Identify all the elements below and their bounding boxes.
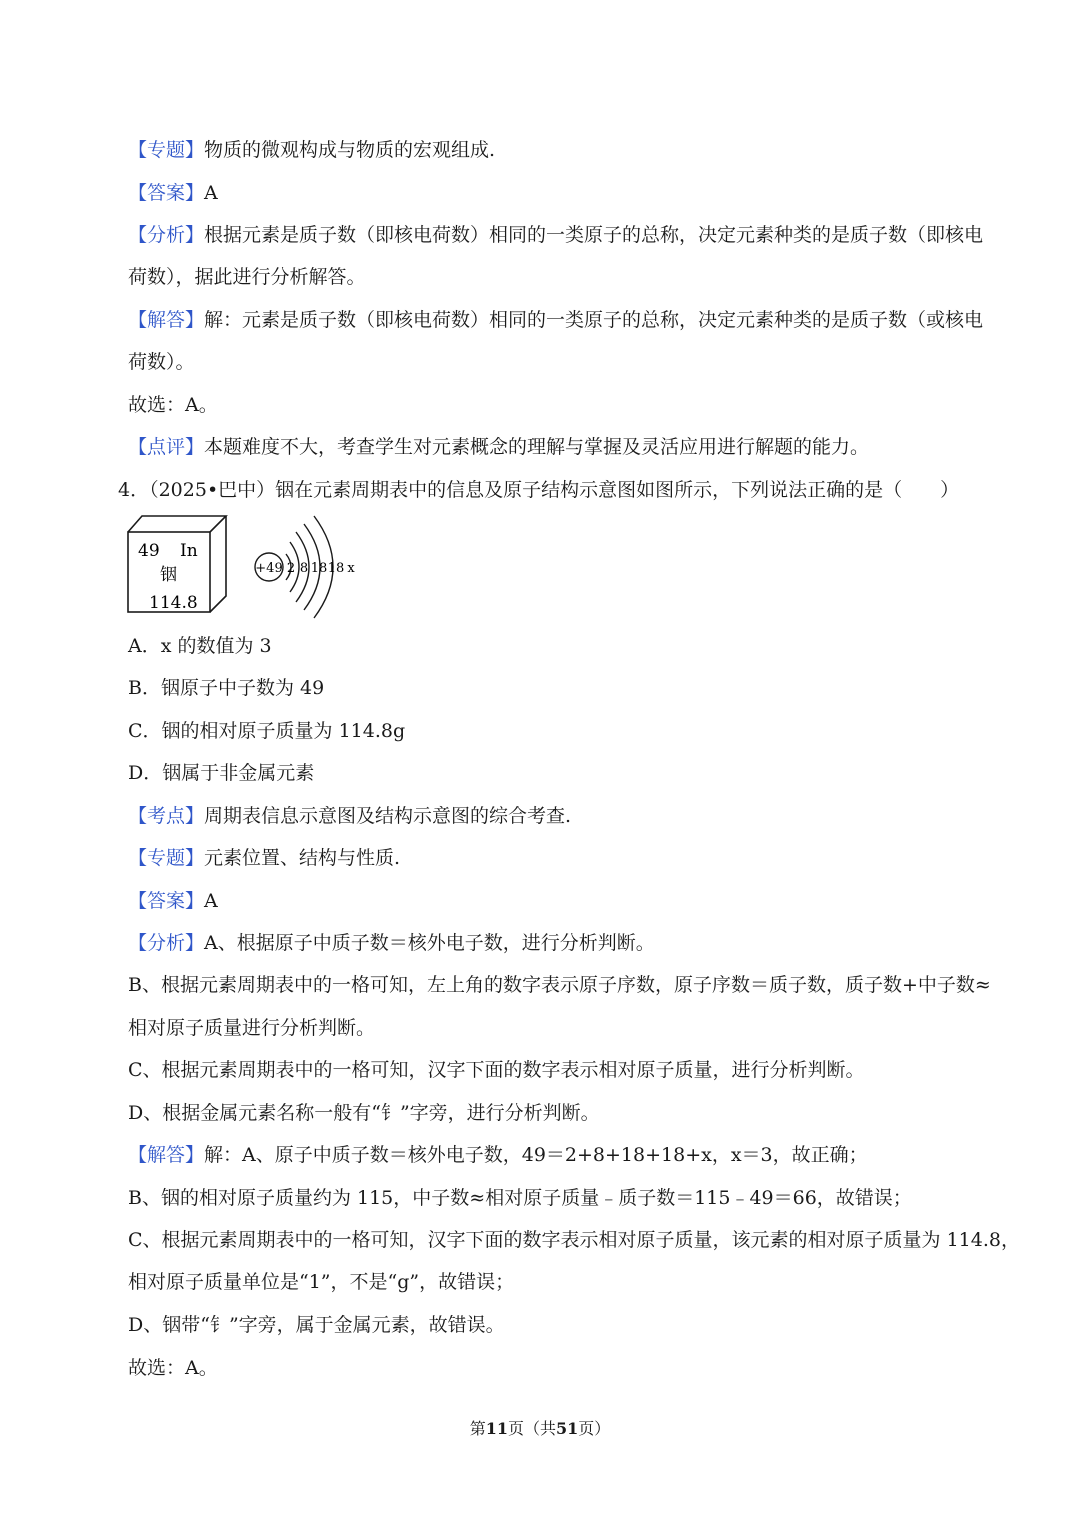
q4-guxuan: 故选：A。 [128, 1357, 218, 1379]
q4-fenxi-b-cont: 相对原子质量进行分析判断。 [128, 1017, 376, 1039]
shell-electrons-4: 18 [327, 561, 345, 576]
tag-daan: 【答案】 [128, 182, 205, 204]
q3-zhuanti: 【专题】物质的微观构成与物质的宏观组成. [128, 139, 496, 161]
q3-fenxi: 【分析】根据元素是质子数（即核电荷数）相同的一类原子的总称，决定元素种类的是质子数（即核电 [128, 224, 984, 246]
tag-kaodian: 【考点】 [128, 805, 205, 827]
tag-zhuanti: 【专题】 [128, 139, 205, 161]
q3-jieda-cont: 荷数）。 [128, 351, 195, 373]
element-symbol: In [180, 541, 198, 561]
q4-jieda: 【解答】解：A、原子中质子数＝核外电子数，49＝2+8+18+18+x，x＝3，故正确； [128, 1144, 868, 1166]
atomic-number: 49 [138, 541, 160, 561]
q3-jieda: 【解答】解：元素是质子数（即核电荷数）相同的一类原子的总称，决定元素种类的是质子数（或核电 [128, 309, 984, 331]
page-number: 11 [485, 1419, 508, 1438]
nucleus-charge: +49 [255, 561, 283, 576]
q4-jieda-c: C、根据元素周期表中的一格可知，汉字下面的数字表示相对原子质量，该元素的相对原子质量为 114.8， [128, 1229, 1020, 1251]
element-name: 铟 [160, 565, 177, 585]
option-d: D．铟属于非金属元素 [128, 762, 315, 784]
q4-jieda-d: D、铟带“钅”字旁，属于金属元素，故错误。 [128, 1314, 505, 1336]
tag-jieda-2: 【解答】 [128, 1144, 205, 1166]
tag-daan-2: 【答案】 [128, 890, 205, 912]
shell-electrons-3: 18 [310, 561, 328, 576]
q3-fenxi-cont: 荷数），据此进行分析解答。 [128, 266, 366, 288]
tag-dianping: 【点评】 [128, 436, 205, 458]
q4-fenxi-c: C、根据元素周期表中的一格可知，汉字下面的数字表示相对原子质量，进行分析判断。 [128, 1059, 865, 1081]
atomic-mass: 114.8 [149, 593, 198, 613]
q4-kaodian: 【考点】周期表信息示意图及结构示意图的综合考查. [128, 805, 572, 827]
tag-fenxi-2: 【分析】 [128, 932, 205, 954]
shell-electrons-2: 8 [299, 561, 309, 576]
q4-daan: 【答案】A [128, 890, 218, 912]
tag-fenxi: 【分析】 [128, 224, 205, 246]
tag-zhuanti-2: 【专题】 [128, 847, 205, 869]
page-footer: 第11页（共51页） [469, 1419, 611, 1438]
shell-electrons-1: 2 [286, 561, 296, 576]
q4-stem: 4．（2025•巴中）铟在元素周期表中的信息及原子结构示意图如图所示，下列说法正确的是（ ） [118, 479, 960, 501]
q4-zhuanti: 【专题】元素位置、结构与性质. [128, 847, 401, 869]
shell-electrons-5: x [347, 561, 355, 576]
total-pages: 51 [556, 1419, 579, 1438]
q4-jieda-b: B、铟的相对原子质量约为 115，中子数≈相对原子质量﹣质子数＝115﹣49＝66，故错误； [128, 1187, 912, 1209]
q4-jieda-c-cont: 相对原子质量单位是“1”，不是“g”，故错误； [128, 1271, 515, 1293]
q3-dianping: 【点评】本题难度不大，考查学生对元素概念的理解与掌握及灵活应用进行解题的能力。 [128, 436, 870, 458]
tag-jieda: 【解答】 [128, 309, 205, 331]
q3-guxuan: 故选：A。 [128, 394, 218, 416]
option-c: C．铟的相对原子质量为 114.8g [128, 720, 406, 742]
q4-fenxi-b: B、根据元素周期表中的一格可知，左上角的数字表示原子序数，原子序数＝质子数，质子数+中子数≈ [128, 974, 991, 996]
option-b: B．铟原子中子数为 49 [128, 677, 325, 699]
q4-fenxi-d: D、根据金属元素名称一般有“钅”字旁，进行分析判断。 [128, 1102, 600, 1124]
q3-daan: 【答案】A [128, 182, 218, 204]
indium-figure [120, 512, 370, 620]
option-a: A．x 的数值为 3 [128, 635, 272, 657]
q4-fenxi: 【分析】A、根据原子中质子数＝核外电子数，进行分析判断。 [128, 932, 655, 954]
